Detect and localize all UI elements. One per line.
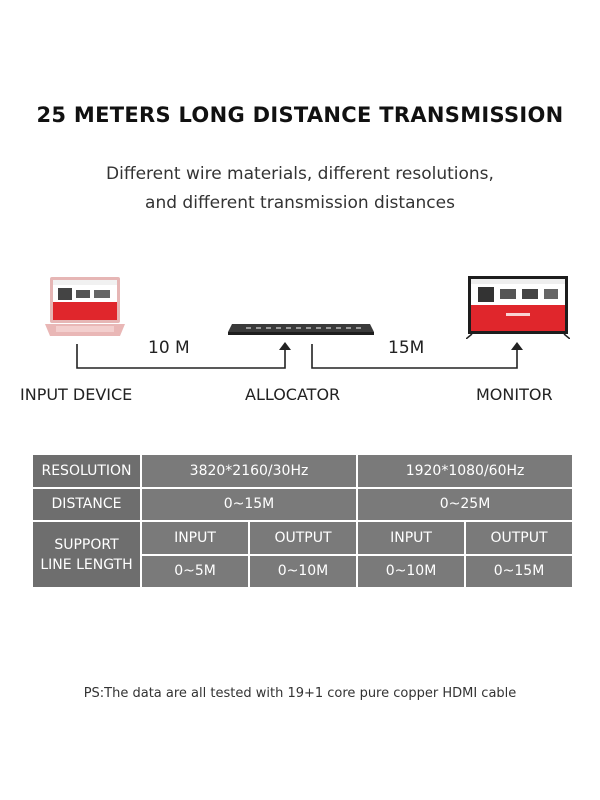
distance-label-1: 10 M <box>148 338 190 358</box>
allocator-label: ALLOCATOR <box>245 385 341 404</box>
input-header-1: INPUT <box>142 522 248 554</box>
distance-label-2: 15M <box>388 338 425 358</box>
output-header-1: OUTPUT <box>250 522 356 554</box>
table-row <box>33 489 572 521</box>
subtitle <box>0 160 600 218</box>
arrow-up-icon <box>511 342 523 350</box>
laptop-image <box>44 276 126 338</box>
output-header-2: OUTPUT <box>466 522 572 554</box>
subtitle-line-2: and different transmission distances <box>145 193 455 213</box>
arrow-up-icon <box>279 342 291 350</box>
resolution-header: RESOLUTION <box>33 455 140 487</box>
support-line-length-header <box>33 522 140 587</box>
spec-table <box>31 453 574 589</box>
distance-header: DISTANCE <box>33 489 140 521</box>
output-length-2: 0~15M <box>466 556 572 588</box>
table-row <box>33 522 572 554</box>
resolution-cell-1: 3820*2160/30Hz <box>142 455 356 487</box>
connection-lines <box>0 330 600 380</box>
subtitle-line-1: Different wire materials, different resolutions, <box>106 164 494 184</box>
monitor-label: MONITOR <box>476 385 553 404</box>
table-row <box>33 455 572 487</box>
footnote: PS:The data are all tested with 19+1 core pure copper HDMI cable <box>83 686 517 701</box>
input-length-2: 0~10M <box>358 556 464 588</box>
distance-cell-2: 0~25M <box>358 489 572 521</box>
input-length-1: 0~5M <box>142 556 248 588</box>
resolution-cell-2: 1920*1080/60Hz <box>358 455 572 487</box>
support-label-line-1: SUPPORT <box>54 536 119 553</box>
input-device-label: INPUT DEVICE <box>20 385 133 404</box>
input-header-2: INPUT <box>358 522 464 554</box>
page-title: 25 METERS LONG DISTANCE TRANSMISSION <box>36 103 564 127</box>
support-label-line-2: LINE LENGTH <box>40 556 133 573</box>
distance-cell-1: 0~15M <box>142 489 356 521</box>
output-length-1: 0~10M <box>250 556 356 588</box>
